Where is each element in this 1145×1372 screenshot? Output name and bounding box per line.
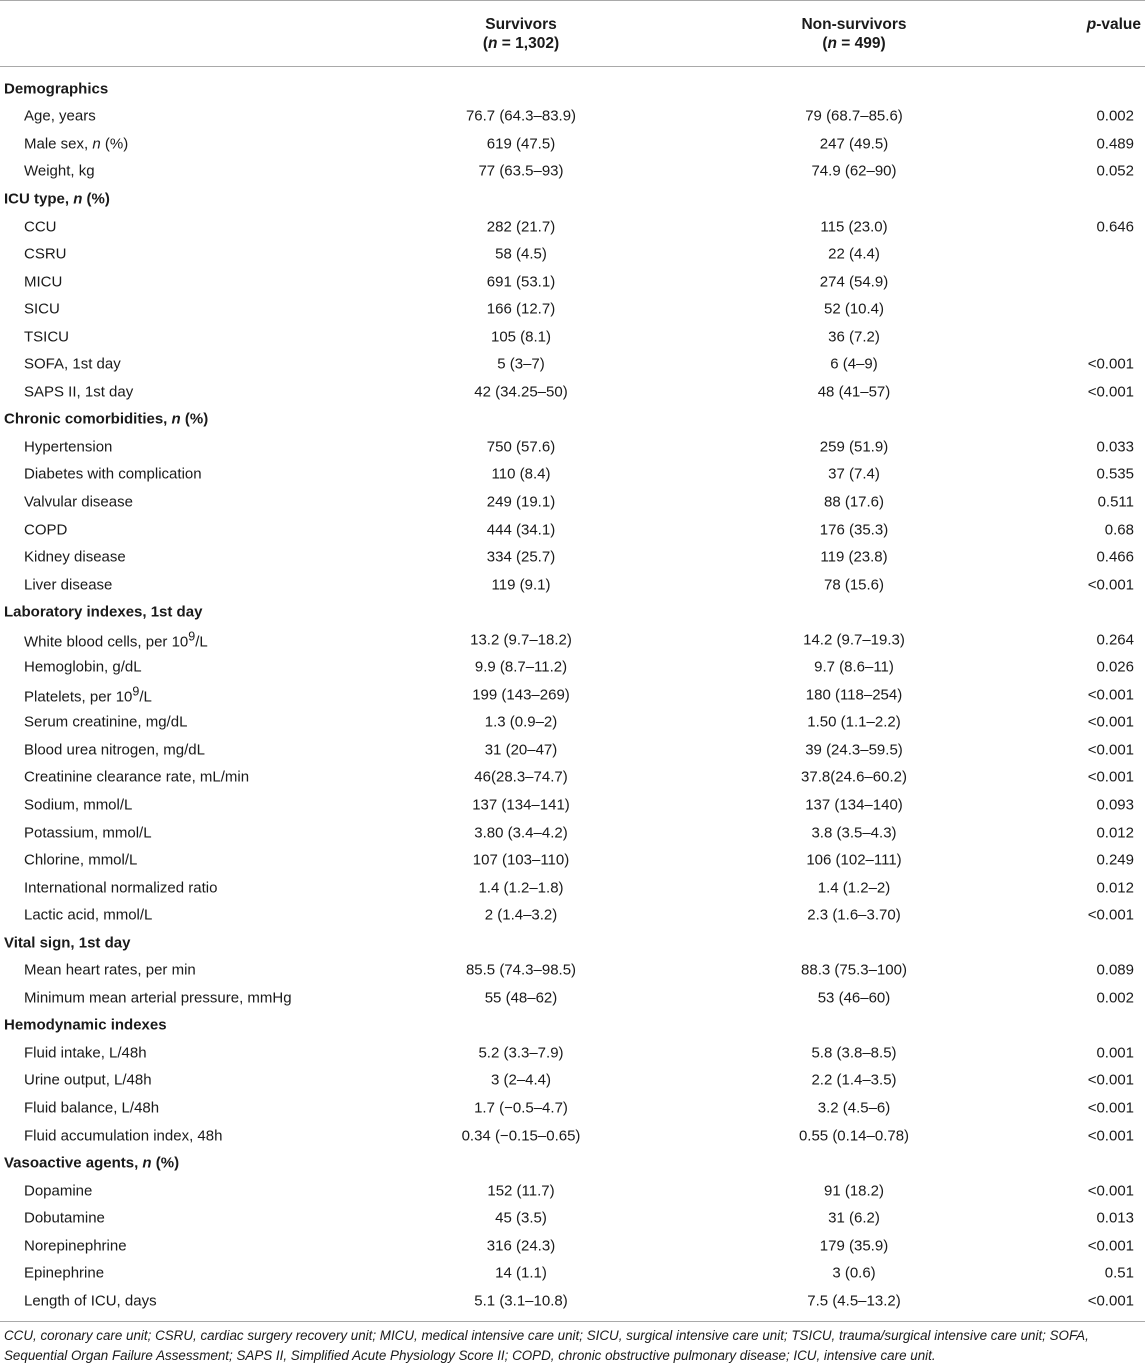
row-label: Dobutamine (24, 1209, 105, 1227)
row-label: Age, years (24, 107, 96, 125)
cell-nonsurvivors: 14.2 (9.7–19.3) (803, 631, 905, 649)
table-row (0, 1122, 1145, 1150)
cell-survivors: 691 (53.1) (486, 273, 556, 291)
table-row (0, 957, 1145, 985)
cell-survivors: 166 (12.7) (486, 300, 556, 318)
cell-survivors: 444 (34.1) (486, 521, 556, 539)
table-row (0, 1094, 1145, 1122)
cell-nonsurvivors: 2.2 (1.4–3.5) (811, 1071, 897, 1089)
header-survivors (421, 15, 621, 53)
table-row (0, 1287, 1145, 1315)
cell-survivors: 77 (63.5–93) (478, 162, 564, 180)
cell-nonsurvivors: 9.7 (8.6–11) (814, 658, 894, 676)
row-label: Weight, kg (24, 162, 95, 180)
cell-pvalue: <0.001 (1087, 1127, 1134, 1145)
cell-nonsurvivors: 115 (23.0) (820, 218, 888, 235)
table-row (0, 130, 1145, 158)
header-nonsurvivors-label: Non-survivors (801, 16, 907, 33)
row-label: Norepinephrine (24, 1237, 127, 1255)
cell-survivors: 110 (8.4) (491, 465, 551, 483)
row-label: Hemoglobin, g/dL (24, 658, 142, 676)
cell-survivors: 14 (1.1) (495, 1264, 547, 1282)
row-label: Fluid intake, L/48h (24, 1044, 147, 1062)
cell-nonsurvivors: 3 (0.6) (832, 1264, 876, 1282)
row-label: White blood cells, per $10^9/L$ (24, 629, 208, 651)
cell-nonsurvivors: 1.4 (1.2–2) (817, 879, 891, 897)
cell-survivors: 46(28.3–74.7) (474, 768, 568, 786)
cell-survivors: 107 (103–110) (472, 851, 570, 869)
table-row (0, 819, 1145, 847)
cell-survivors: 55 (48–62) (484, 989, 558, 1007)
cell-nonsurvivors: 6 (4–9) (830, 355, 878, 373)
cell-pvalue: <0.001 (1087, 686, 1134, 704)
row-label: Kidney disease (24, 548, 126, 566)
row-label: Urine output, L/48h (24, 1071, 152, 1089)
cell-nonsurvivors: 52 (10.4) (823, 300, 885, 318)
row-label: Fluid accumulation index, 48h (24, 1127, 223, 1145)
cell-nonsurvivors: 48 (41–57) (817, 383, 891, 401)
section-header-row (0, 185, 1145, 213)
cell-nonsurvivors: 2.3 (1.6–3.70) (807, 906, 901, 924)
cell-pvalue: <0.001 (1087, 1182, 1134, 1200)
cell-pvalue: <0.001 (1087, 1292, 1134, 1310)
section-title: Vital sign, 1st day (4, 934, 131, 952)
cell-survivors: 316 (24.3) (486, 1237, 556, 1255)
cell-pvalue: <0.001 (1087, 741, 1134, 759)
header-pvalue: p-value (1086, 16, 1141, 33)
table-row (0, 213, 1145, 241)
section-header-row (0, 929, 1145, 957)
cell-pvalue: 0.026 (1096, 658, 1134, 676)
row-label: Potassium, mmol/L (24, 824, 152, 842)
cell-nonsurvivors: 79 (68.7–85.6) (805, 107, 903, 125)
cell-pvalue: <0.001 (1087, 1099, 1134, 1117)
table-row (0, 461, 1145, 489)
cell-pvalue: 0.249 (1096, 851, 1134, 869)
cell-pvalue: 0.51 (1104, 1264, 1134, 1282)
row-label: CCU (24, 218, 57, 235)
table-footnote: CCU, coronary care unit; CSRU, cardiac surgery recovery unit; MICU, medical intensive care unit; SICU, surgical intensive care unit; TSICU, trauma/surgical intensive care unit; SOFA, Sequential Organ Failure Assessment; SAPS II, Simplified Acute Physiology Score II; COPD, chronic obstructive pulmonary disease; ICU, intensive care unit. (4, 1328, 1089, 1363)
cell-pvalue: 0.002 (1096, 107, 1134, 125)
cell-nonsurvivors: 7.5 (4.5–13.2) (807, 1292, 901, 1310)
table-row (0, 791, 1145, 819)
table-row (0, 984, 1145, 1012)
cell-survivors: 5.2 (3.3–7.9) (478, 1044, 564, 1062)
cell-nonsurvivors: 74.9 (62–90) (811, 162, 897, 180)
header-bottom-rule (0, 66, 1145, 67)
cell-pvalue: <0.001 (1087, 906, 1134, 924)
cell-nonsurvivors: 0.55 (0.14–0.78) (798, 1127, 910, 1145)
section-header-row (0, 1012, 1145, 1040)
row-label: Liver disease (24, 576, 113, 594)
cell-nonsurvivors: 88.3 (75.3–100) (801, 961, 907, 979)
cell-nonsurvivors: 179 (35.9) (819, 1237, 889, 1255)
cell-pvalue: 0.033 (1096, 438, 1134, 456)
header-nonsurvivors-n: (n = 499) (822, 35, 886, 52)
header-nonsurvivors (754, 15, 954, 53)
cell-pvalue: <0.001 (1087, 713, 1134, 731)
table-row (0, 240, 1145, 268)
cell-pvalue: 0.535 (1096, 465, 1134, 483)
cell-pvalue: 0.012 (1096, 879, 1134, 897)
cell-pvalue: <0.001 (1087, 355, 1134, 373)
row-label: SAPS II, 1st day (24, 383, 134, 401)
cell-nonsurvivors: 31 (6.2) (828, 1209, 880, 1227)
row-label: SOFA, 1st day (24, 355, 121, 373)
section-header-row (0, 406, 1145, 434)
row-label: MICU (24, 273, 63, 291)
cell-survivors: 2 (1.4–3.2) (484, 906, 558, 924)
table-row (0, 736, 1145, 764)
row-label: Creatinine clearance rate, mL/min (24, 768, 250, 786)
section-title: ICU type, n (%) (4, 190, 110, 208)
cell-survivors: 13.2 (9.7–18.2) (470, 631, 572, 649)
cell-pvalue: <0.001 (1087, 1071, 1134, 1089)
cell-nonsurvivors: 3.8 (3.5–4.3) (811, 824, 897, 842)
header-survivors-label: Survivors (485, 16, 557, 33)
table-row (0, 268, 1145, 296)
cell-nonsurvivors: 259 (51.9) (819, 438, 889, 456)
row-label: Epinephrine (24, 1264, 105, 1282)
cell-pvalue: <0.001 (1087, 576, 1134, 594)
cell-pvalue: 0.093 (1096, 796, 1134, 814)
table-row (0, 653, 1145, 681)
cell-pvalue: 0.489 (1096, 135, 1134, 153)
table-row (0, 626, 1145, 654)
row-label: Lactic acid, mmol/L (24, 906, 153, 924)
cell-nonsurvivors: 3.2 (4.5–6) (817, 1099, 891, 1117)
cell-survivors: 1.4 (1.2–1.8) (478, 879, 564, 897)
cell-nonsurvivors: 176 (35.3) (819, 521, 889, 539)
cell-survivors: 199 (143–269) (472, 686, 570, 704)
row-label: Dopamine (24, 1182, 93, 1200)
cell-survivors: 5 (3–7) (497, 355, 545, 373)
table-row (0, 709, 1145, 737)
cell-survivors: 58 (4.5) (495, 245, 547, 263)
cell-survivors: 119 (9.1) (491, 576, 551, 594)
row-label: Diabetes with complication (24, 465, 202, 483)
cell-pvalue: 0.052 (1096, 162, 1134, 180)
section-header-row (0, 75, 1145, 103)
row-label: CSRU (24, 245, 67, 263)
cell-nonsurvivors: 106 (102–111) (806, 851, 902, 869)
cell-survivors: 76.7 (64.3–83.9) (465, 107, 577, 125)
cell-nonsurvivors: 39 (24.3–59.5) (805, 741, 903, 759)
table-row (0, 543, 1145, 571)
cell-pvalue: <0.001 (1087, 768, 1134, 786)
row-label: Chlorine, mmol/L (24, 851, 138, 869)
row-label: Mean heart rates, per min (24, 961, 196, 979)
cell-pvalue: 0.013 (1096, 1209, 1134, 1227)
row-label: TSICU (24, 328, 69, 346)
table-row (0, 901, 1145, 929)
table-header (0, 0, 1145, 66)
cell-pvalue: 0.466 (1096, 548, 1134, 566)
cell-nonsurvivors: 119 (23.8) (820, 548, 888, 566)
table-body (0, 75, 1145, 1315)
cell-nonsurvivors: 180 (118–254) (805, 686, 903, 704)
cell-pvalue: <0.001 (1087, 1237, 1134, 1255)
cell-pvalue: 0.001 (1096, 1044, 1134, 1062)
table-row (0, 1232, 1145, 1260)
cell-pvalue: 0.012 (1096, 824, 1134, 842)
cell-pvalue: 0.511 (1097, 493, 1134, 511)
cell-nonsurvivors: 78 (15.6) (823, 576, 885, 594)
cell-survivors: 619 (47.5) (486, 135, 556, 153)
row-label: Valvular disease (24, 493, 133, 511)
row-label: Platelets, per $10^9/L$ (24, 684, 152, 706)
section-header-row (0, 598, 1145, 626)
cell-nonsurvivors: 37.8(24.6–60.2) (801, 768, 907, 786)
row-label: Hypertension (24, 438, 113, 456)
cell-survivors: 0.34 (−0.15–0.65) (461, 1127, 581, 1145)
section-title: Laboratory indexes, 1st day (4, 603, 203, 621)
table-row (0, 103, 1145, 131)
row-label: Male sex, n (%) (24, 135, 129, 153)
cell-pvalue: 0.089 (1096, 961, 1134, 979)
cell-survivors: 1.3 (0.9–2) (484, 713, 558, 731)
cell-nonsurvivors: 247 (49.5) (819, 135, 889, 153)
row-label: International normalized ratio (24, 879, 218, 897)
row-label: Blood urea nitrogen, mg/dL (24, 741, 205, 759)
table-row (0, 1039, 1145, 1067)
cell-nonsurvivors: 274 (54.9) (819, 273, 889, 291)
table-row (0, 323, 1145, 351)
cell-survivors: 42 (34.25–50) (474, 383, 568, 401)
cell-survivors: 1.7 (−0.5–4.7) (474, 1099, 568, 1117)
cell-nonsurvivors: 22 (4.4) (828, 245, 880, 263)
cell-pvalue: 0.002 (1096, 989, 1134, 1007)
cell-survivors: 105 (8.1) (490, 328, 552, 346)
cell-nonsurvivors: 36 (7.2) (828, 328, 880, 346)
row-label: Minimum mean arterial pressure, mmHg (24, 989, 292, 1007)
cell-nonsurvivors: 137 (134–140) (805, 796, 903, 814)
cell-nonsurvivors: 5.8 (3.8–8.5) (811, 1044, 897, 1062)
row-label: SICU (24, 300, 60, 318)
cell-survivors: 137 (134–141) (472, 796, 570, 814)
table-row (0, 350, 1145, 378)
table-row (0, 516, 1145, 544)
table-row (0, 681, 1145, 709)
cell-nonsurvivors: 1.50 (1.1–2.2) (807, 713, 901, 731)
cell-survivors: 85.5 (74.3–98.5) (465, 961, 577, 979)
cell-survivors: 249 (19.1) (486, 493, 556, 511)
table-row (0, 1177, 1145, 1205)
cell-survivors: 3 (2–4.4) (490, 1071, 552, 1089)
cell-survivors: 334 (25.7) (486, 548, 556, 566)
cell-survivors: 9.9 (8.7–11.2) (474, 658, 568, 676)
cell-survivors: 5.1 (3.1–10.8) (474, 1292, 568, 1310)
table-row (0, 488, 1145, 516)
table-row (0, 1260, 1145, 1288)
cell-survivors: 45 (3.5) (495, 1209, 547, 1227)
cell-survivors: 31 (20–47) (484, 741, 558, 759)
section-title: Hemodynamic indexes (4, 1016, 167, 1034)
cell-survivors: 3.80 (3.4–4.2) (474, 824, 568, 842)
cell-survivors: 750 (57.6) (486, 438, 556, 456)
section-header-row (0, 1149, 1145, 1177)
cell-pvalue: <0.001 (1087, 383, 1134, 401)
row-label: Serum creatinine, mg/dL (24, 713, 188, 731)
section-title: Demographics (4, 80, 109, 98)
cell-pvalue: 0.646 (1096, 218, 1134, 235)
cell-survivors: 282 (21.7) (486, 218, 556, 235)
section-title: Vasoactive agents, n (%) (4, 1154, 180, 1172)
cell-nonsurvivors: 37 (7.4) (828, 465, 880, 483)
row-label: Fluid balance, L/48h (24, 1099, 160, 1117)
table-row (0, 846, 1145, 874)
cell-pvalue: 0.68 (1104, 521, 1134, 539)
row-label: Sodium, mmol/L (24, 796, 133, 814)
table-row (0, 1067, 1145, 1095)
table-bottom-rule (0, 1321, 1145, 1322)
cell-pvalue: 0.264 (1096, 631, 1134, 649)
cell-nonsurvivors: 91 (18.2) (823, 1182, 885, 1200)
table-row (0, 433, 1145, 461)
table-row (0, 378, 1145, 406)
cell-survivors: 152 (11.7) (487, 1182, 555, 1200)
section-title: Chronic comorbidities, n (%) (4, 410, 209, 428)
table-row (0, 571, 1145, 599)
cell-nonsurvivors: 53 (46–60) (817, 989, 891, 1007)
table-row (0, 295, 1145, 323)
row-label: COPD (24, 521, 68, 539)
table-row (0, 874, 1145, 902)
header-survivors-n: (n = 1,302) (482, 35, 560, 52)
cell-nonsurvivors: 88 (17.6) (823, 493, 885, 511)
table-row (0, 158, 1145, 186)
row-label: Length of ICU, days (24, 1292, 157, 1310)
table-row (0, 1204, 1145, 1232)
table-row (0, 764, 1145, 792)
